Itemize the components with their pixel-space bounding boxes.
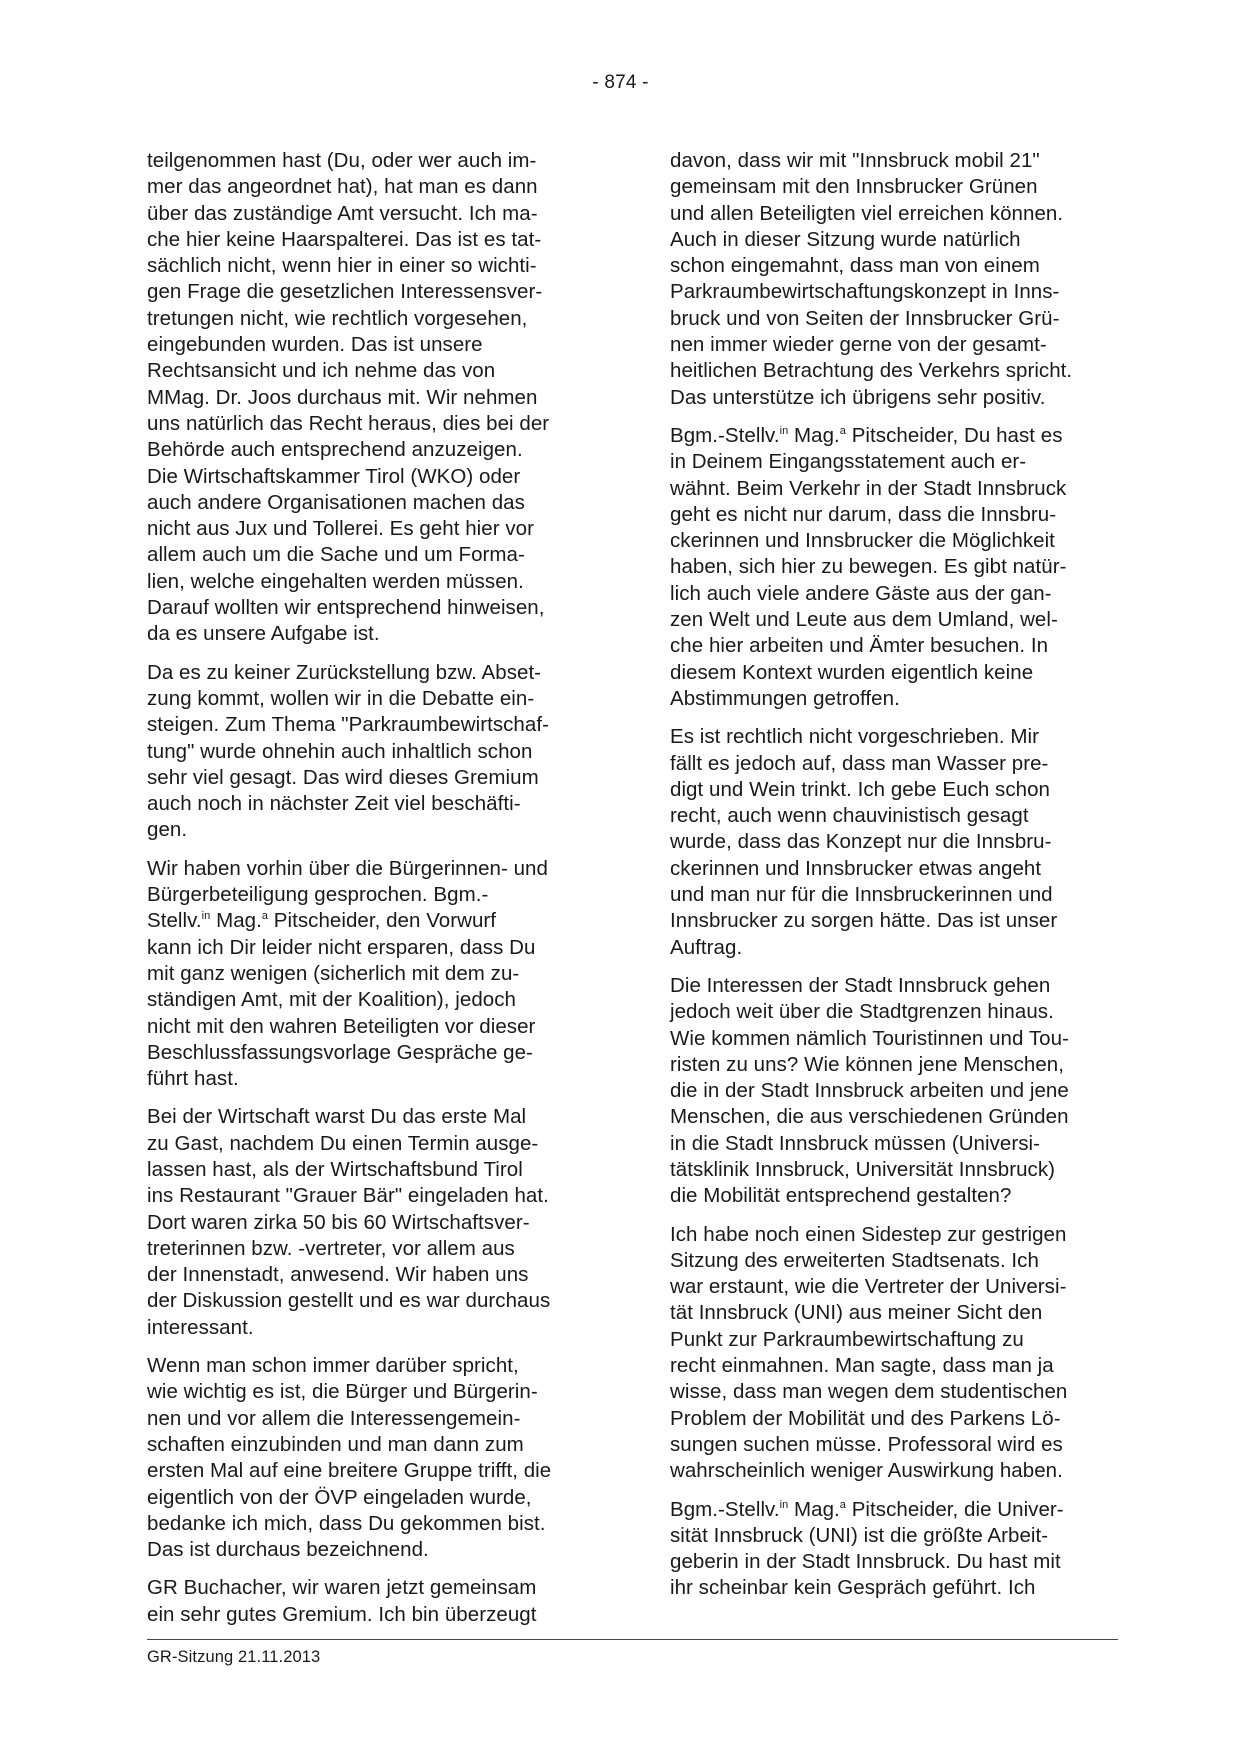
paragraph	[147, 856, 602, 1093]
text-line: ins Restaurant "Grauer Bär" eingeladen hat.	[147, 1184, 549, 1208]
text-line: Sitzung des erweiterten Stadtsenats. Ich	[670, 1248, 1039, 1272]
text-line: Die Interessen der Stadt Innsbruck gehen	[670, 973, 1051, 997]
text-line: recht, auch wenn chauvinistisch gesagt	[670, 804, 1029, 828]
text-line: tätsklinik Innsbruck, Universität Innsbruck)	[670, 1157, 1056, 1181]
text-line: tät Innsbruck (UNI) aus meiner Sicht den	[670, 1301, 1043, 1325]
text-line: nicht aus Jux und Tollerei. Es geht hier vor	[147, 517, 534, 541]
text-line: ihr scheinbar kein Gespräch geführt. Ich	[670, 1576, 1036, 1600]
paragraph	[147, 1353, 602, 1563]
text-line: Wenn man schon immer darüber spricht,	[147, 1354, 519, 1378]
text-line: und man nur für die Innsbruckerinnen und	[670, 883, 1053, 907]
text-line: tretungen nicht, wie rechtlich vorgesehen,	[147, 306, 528, 330]
text-line: in Deinem Eingangsstatement auch er-	[670, 450, 1027, 474]
text-line: bedanke ich mich, dass Du gekommen bist.	[147, 1511, 546, 1535]
paragraph	[147, 660, 602, 844]
text-line: heitlichen Betrachtung des Verkehrs spricht.	[670, 359, 1073, 383]
text-line: führt hast.	[147, 1067, 239, 1091]
text-line: che hier keine Haarspalterei. Das ist es tat-	[147, 227, 542, 251]
text-line: die Mobilität entsprechend gestalten?	[670, 1184, 1012, 1208]
text-line: wie wichtig es ist, die Bürger und Bürgerin-	[147, 1380, 538, 1404]
text-line: zung kommt, wollen wir in die Debatte ein-	[147, 686, 535, 710]
footer-divider	[147, 1639, 1118, 1640]
text-line: sehr viel gesagt. Das wird dieses Gremium	[147, 765, 539, 789]
text-line: Menschen, die aus verschiedenen Gründen	[670, 1105, 1069, 1129]
paragraph	[147, 148, 602, 648]
text-line: Bei der Wirtschaft warst Du das erste Mal	[147, 1105, 527, 1129]
paragraph	[670, 724, 1130, 961]
text-line: digt und Wein trinkt. Ich gebe Euch schon	[670, 777, 1051, 801]
text-line: Stellv.$^{in}$ Mag.$^a$ Pitscheider, den Vorwurf	[147, 909, 497, 933]
text-line: haben, sich hier zu bewegen. Es gibt natür-	[670, 555, 1067, 579]
text-line: sität Innsbruck (UNI) ist die größte Arbeit-	[670, 1523, 1049, 1547]
text-line: Da es zu keiner Zurückstellung bzw. Abset-	[147, 660, 542, 684]
text-line: wähnt. Beim Verkehr in der Stadt Innsbruck	[670, 476, 1067, 500]
paragraph	[670, 973, 1130, 1210]
text-line: wurde, dass das Konzept nur die Innsbru-	[670, 830, 1052, 854]
text-line: Abstimmungen getroffen.	[670, 686, 900, 710]
text-line: Wie kommen nämlich Touristinnen und Tou-	[670, 1026, 1069, 1050]
text-line: ersten Mal auf eine breitere Gruppe trifft, die	[147, 1459, 552, 1483]
text-line: Bgm.-Stellv.$^{in}$ Mag.$^a$ Pitscheider, Du hast es	[670, 423, 1063, 447]
text-line: uns natürlich das Recht heraus, dies bei der	[147, 411, 550, 435]
text-line: nicht mit den wahren Beteiligten vor dieser	[147, 1014, 536, 1038]
text-line: sungen suchen müsse. Professoral wird es	[670, 1432, 1063, 1456]
right-column	[670, 148, 1130, 1614]
text-line: che hier arbeiten und Ämter besuchen. In	[670, 634, 1049, 658]
text-line: über das zuständige Amt versucht. Ich ma-	[147, 201, 538, 225]
text-line: risten zu uns? Wie können jene Menschen,	[670, 1052, 1065, 1076]
text-line: davon, dass wir mit "Innsbruck mobil 21"	[670, 149, 1040, 172]
text-line: gen Frage die gesetzlichen Interessensver-	[147, 280, 543, 304]
text-line: Ich habe noch einen Sidestep zur gestrigen	[670, 1222, 1067, 1246]
text-line: MMag. Dr. Joos durchaus mit. Wir nehmen	[147, 385, 538, 409]
text-line: Dort waren zirka 50 bis 60 Wirtschaftsver-	[147, 1210, 530, 1234]
text-line: mer das angeordnet hat), hat man es dann	[147, 175, 538, 199]
text-line: gemeinsam mit den Innsbrucker Grünen	[670, 175, 1038, 199]
text-line: Punkt zur Parkraumbewirtschaftung zu	[670, 1327, 1024, 1351]
text-line: schaften einzubinden und man dann zum	[147, 1432, 524, 1456]
text-line: steigen. Zum Thema "Parkraumbewirtschaf-	[147, 713, 549, 737]
text-line: eingebunden wurden. Das ist unsere	[147, 333, 483, 357]
text-line: bruck und von Seiten der Innsbrucker Grü-	[670, 306, 1060, 330]
text-line: sächlich nicht, wenn hier in einer so wichti-	[147, 254, 537, 278]
text-line: ständigen Amt, mit der Koalition), jedoch	[147, 988, 516, 1012]
text-line: geberin in der Stadt Innsbruck. Du hast mit	[670, 1550, 1061, 1574]
text-line: auch noch in nächster Zeit viel beschäfti-	[147, 792, 521, 816]
text-line: Rechtsansicht und ich nehme das von	[147, 359, 496, 383]
text-line: treterinnen bzw. -vertreter, vor allem aus	[147, 1236, 515, 1260]
text-line: nen immer wieder gerne von der gesamt-	[670, 333, 1047, 357]
text-line: nen und vor allem die Interessengemein-	[147, 1406, 521, 1430]
paragraph	[147, 1104, 602, 1341]
text-line: auch andere Organisationen machen das	[147, 490, 525, 514]
text-line: die in der Stadt Innsbruck arbeiten und jene	[670, 1079, 1069, 1103]
text-line: in die Stadt Innsbruck müssen (Universi-	[670, 1131, 1041, 1155]
paragraph	[670, 423, 1130, 712]
paragraph	[147, 1575, 602, 1628]
text-line: Wir haben vorhin über die Bürgerinnen- und	[147, 856, 548, 880]
text-line: allem auch um die Sache und um Forma-	[147, 543, 525, 567]
text-line: Das unterstütze ich übrigens sehr positiv.	[670, 385, 1046, 409]
text-line: war erstaunt, wie die Vertreter der Universi-	[670, 1275, 1067, 1299]
page-number: - 874 -	[592, 72, 649, 93]
text-line: der Diskussion gestellt und es war durchaus	[147, 1289, 551, 1313]
text-line: Beschlussfassungsvorlage Gespräche ge-	[147, 1040, 533, 1064]
text-line: Innsbrucker zu sorgen hätte. Das ist unser	[670, 909, 1058, 933]
text-line: Bürgerbeteiligung gesprochen. Bgm.-	[147, 883, 489, 907]
text-line: Bgm.-Stellv.$^{in}$ Mag.$^a$ Pitscheider, die Univer-	[670, 1497, 1064, 1521]
text-line: jedoch weit über die Stadtgrenzen hinaus.	[670, 1000, 1054, 1024]
text-line: mit ganz wenigen (sicherlich mit dem zu-	[147, 961, 520, 985]
text-line: wisse, dass man wegen dem studentischen	[670, 1380, 1068, 1404]
text-line: da es unsere Aufgabe ist.	[147, 622, 380, 646]
text-line: schon eingemahnt, dass man von einem	[670, 254, 1040, 278]
paragraph	[670, 148, 1130, 411]
text-line: eigentlich von der ÖVP eingeladen wurde,	[147, 1485, 532, 1509]
text-line: wahrscheinlich weniger Auswirkung haben.	[670, 1459, 1063, 1483]
footer-session-date: GR-Sitzung 21.11.2013	[147, 1648, 321, 1666]
text-line: Das ist durchaus bezeichnend.	[147, 1538, 429, 1562]
paragraph	[670, 1222, 1130, 1485]
text-line: Problem der Mobilität und des Parkens Lö-	[670, 1406, 1061, 1430]
text-line: und allen Beteiligten viel erreichen können.	[670, 201, 1064, 225]
text-line: interessant.	[147, 1315, 254, 1339]
text-line: ckerinnen und Innsbrucker etwas angeht	[670, 856, 1042, 880]
text-line: ein sehr gutes Gremium. Ich bin überzeugt	[147, 1602, 537, 1626]
text-line: gen.	[147, 818, 188, 842]
text-line: der Innenstadt, anwesend. Wir haben uns	[147, 1263, 529, 1287]
text-line: lien, welche eingehalten werden müssen.	[147, 569, 524, 593]
text-line: Es ist rechtlich nicht vorgeschrieben. Mir	[670, 725, 1039, 749]
text-line: zu Gast, nachdem Du einen Termin ausge-	[147, 1131, 539, 1155]
text-line: tung" wurde ohnehin auch inhaltlich schon	[147, 739, 533, 763]
text-line: diesem Kontext wurden eigentlich keine	[670, 660, 1034, 684]
text-line: teilgenommen hast (Du, oder wer auch im-	[147, 149, 537, 172]
text-line: recht einmahnen. Man sagte, dass man ja	[670, 1354, 1054, 1378]
text-line: Parkraumbewirtschaftungskonzept in Inns-	[670, 280, 1060, 304]
text-line: lassen hast, als der Wirtschaftsbund Tirol	[147, 1157, 523, 1181]
text-line: lich auch viele andere Gäste aus der gan-	[670, 581, 1052, 605]
text-line: Darauf wollten wir entsprechend hinweisen,	[147, 596, 545, 620]
text-line: kann ich Dir leider nicht ersparen, dass Du	[147, 935, 536, 959]
text-line: geht es nicht nur darum, dass die Innsbru-	[670, 502, 1057, 526]
text-line: Auch in dieser Sitzung wurde natürlich	[670, 227, 1021, 251]
text-line: Die Wirtschaftskammer Tirol (WKO) oder	[147, 464, 521, 488]
left-column	[147, 148, 602, 1640]
text-line: GR Buchacher, wir waren jetzt gemeinsam	[147, 1576, 537, 1600]
text-line: Auftrag.	[670, 935, 743, 959]
text-line: zen Welt und Leute aus dem Umland, wel-	[670, 608, 1058, 632]
text-line: fällt es jedoch auf, dass man Wasser pre-	[670, 751, 1049, 775]
paragraph	[670, 1497, 1130, 1602]
text-line: Behörde auch entsprechend anzuzeigen.	[147, 438, 523, 462]
text-line: ckerinnen und Innsbrucker die Möglichkeit	[670, 529, 1055, 553]
